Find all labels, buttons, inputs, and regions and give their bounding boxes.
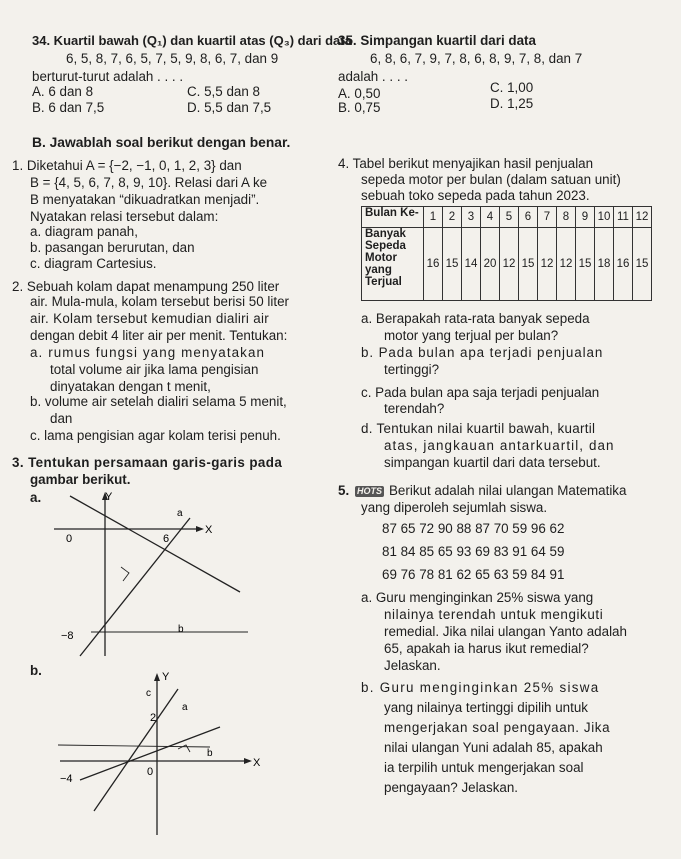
p1-item-a: a. diagram panah, <box>30 224 138 239</box>
p2-item-b-line1: b. volume air setelah dialiri selama 5 menit, <box>30 394 287 409</box>
p2-item-a-line2: total volume air jika lama pengisian <box>50 362 259 377</box>
graph-a-x-arrow-icon <box>196 526 204 532</box>
hots-badge: HOTS <box>357 486 383 496</box>
q35-stem-line2: 6, 8, 6, 7, 9, 7, 8, 6, 8, 9, 7, 8, dan 7 <box>370 51 583 66</box>
graph-a-line-b <box>80 518 190 656</box>
graph-a <box>50 488 255 658</box>
p4-item-d-line1: d. Tentukan nilai kuartil bawah, kuartil <box>361 421 596 436</box>
p5-line1: Berikut adalah nilai ulangan Matematika <box>389 483 627 498</box>
q34-option-a: A. 6 dan 8 <box>32 84 94 99</box>
q34-stem-line2: 6, 5, 8, 7, 6, 5, 7, 5, 9, 8, 6, 7, dan 9 <box>66 51 279 66</box>
p1-item-c: c. diagram Cartesius. <box>30 256 157 271</box>
sales-table-month-cell: 4 <box>481 207 500 228</box>
graph-a-right-angle-mark <box>121 567 129 581</box>
p5-item-b-line2: yang nilainya tertinggi dipilih untuk <box>384 700 588 715</box>
sales-table-month-cell: 11 <box>614 207 633 228</box>
sales-table-month-cell: 2 <box>443 207 462 228</box>
sales-table-value-cell: 12 <box>538 228 557 301</box>
q34-option-c: C. 5,5 dan 8 <box>187 84 260 99</box>
sales-table-value-cell: 16 <box>614 228 633 301</box>
p1-line2: B = {4, 5, 6, 7, 8, 9, 10}. Relasi dari A ke <box>30 175 268 190</box>
sales-table-value-cell: 16 <box>424 228 443 301</box>
sales-table-value-cell: 14 <box>462 228 481 301</box>
p4-line3: sebuah toko sepeda pada tahun 2023. <box>361 188 590 203</box>
p4-item-b-line1: b. Pada bulan apa terjadi penjualan <box>361 345 604 360</box>
sales-table-header-month: Bulan Ke- <box>362 207 424 228</box>
q35-stem-line1: 35. Simpangan kuartil dari data <box>338 33 536 48</box>
p3-line2: gambar berikut. <box>30 472 131 487</box>
p2-item-c-line1: c. lama pengisian agar kolam terisi penuh. <box>30 428 281 443</box>
p1-line3: B menyatakan “dikuadratkan menjadi”. <box>30 192 260 207</box>
sales-table-value-cell: 12 <box>557 228 576 301</box>
sales-table-month-cell: 1 <box>424 207 443 228</box>
graph-b-label-a: a <box>182 702 188 713</box>
sales-table-month-cell: 7 <box>538 207 557 228</box>
sales-table-month-cell: 5 <box>500 207 519 228</box>
graph-a-label-a: a <box>177 508 183 519</box>
q34-stem-line1: 34. Kuartil bawah (Q₁) dan kuartil atas (Q₃) dari data <box>32 33 352 48</box>
graph-b-line-c <box>94 689 178 811</box>
p2-item-a-line1: a. rumus fungsi yang menyatakan <box>30 345 266 360</box>
sales-table-value-cell: 18 <box>595 228 614 301</box>
p5-item-b-line3: mengerjakan soal pengayaan. Jika <box>384 720 611 735</box>
p4-item-c-line1: c. Pada bulan apa saja terjadi penjualan <box>361 385 600 400</box>
p4-item-a-line2: motor yang terjual per bulan? <box>384 328 559 343</box>
graph-a-label-y: Y <box>105 491 113 503</box>
q35-option-b: B. 0,75 <box>338 100 381 115</box>
graph-b <box>50 665 280 837</box>
sales-table-value-cell: 15 <box>519 228 538 301</box>
p5-item-a-line1: a. Guru menginginkan 25% siswa yang <box>361 590 594 605</box>
p5-item-a-line2: nilainya terendah untuk mengikuti <box>384 607 604 622</box>
sales-table-month-cell: 3 <box>462 207 481 228</box>
p5-item-a-line4: 65, apakah ia harus ikut remedial? <box>384 641 589 656</box>
p4-line1: 4. Tabel berikut menyajikan hasil penjualan <box>338 156 594 171</box>
p2-line2: air. Mula-mula, kolam tersebut berisi 50 liter <box>30 294 289 309</box>
sales-table-header-sold: Banyak Sepeda Motor yang Terjual <box>362 228 424 301</box>
q34-option-b: B. 6 dan 7,5 <box>32 100 105 115</box>
sales-table-month-cell: 9 <box>576 207 595 228</box>
p5-hots-badge <box>355 483 384 499</box>
p4-item-d-line2: atas, jangkauan antarkuartil, dan <box>384 438 615 453</box>
p5-data-row1: 87 65 72 90 88 87 70 59 96 62 <box>382 521 565 536</box>
sales-table-value-cell: 12 <box>500 228 519 301</box>
p5-data-row3: 69 76 78 81 62 65 63 59 84 91 <box>382 567 565 582</box>
sales-table-month-row <box>362 207 652 228</box>
graph-a-label-b: b <box>178 624 184 635</box>
p3-label-a: a. <box>30 490 42 505</box>
p1-line1: 1. Diketahui A = {−2, −1, 0, 1, 2, 3} dan <box>12 158 242 173</box>
p5-number: 5. <box>338 483 350 498</box>
p2-line1: 2. Sebuah kolam dapat menampung 250 liter <box>12 279 280 294</box>
p5-item-b-line6: pengayaan? Jelaskan. <box>384 780 519 795</box>
q34-stem-line3: berturut-turut adalah . . . . <box>32 69 184 84</box>
graph-a-label-6: 6 <box>163 533 170 545</box>
sales-table-value-cell: 15 <box>576 228 595 301</box>
p4-line2: sepeda motor per bulan (dalam satuan unit) <box>361 172 621 187</box>
p2-item-a-line3: dinyatakan dengan t menit, <box>50 379 211 394</box>
q35-option-a: A. 0,50 <box>338 86 381 101</box>
section-b-heading: B. Jawablah soal berikut dengan benar. <box>32 135 291 150</box>
graph-b-label-x: X <box>253 757 261 769</box>
sales-table-month-cell: 12 <box>633 207 652 228</box>
sales-table-month-cell: 8 <box>557 207 576 228</box>
graph-b-label-c: c <box>146 688 151 699</box>
graph-b-label-y: Y <box>162 671 170 683</box>
sales-table-month-cell: 10 <box>595 207 614 228</box>
graph-a-line-a <box>70 496 240 592</box>
graph-b-y-arrow-icon <box>154 673 160 681</box>
graph-a-label-x: X <box>205 524 213 536</box>
sales-table-value-cell: 15 <box>633 228 652 301</box>
graph-a-label-origin: 0 <box>66 533 73 545</box>
p5-item-a-line5: Jelaskan. <box>384 658 441 673</box>
p5-item-a-line3: remedial. Jika nilai ulangan Yanto adalah <box>384 624 627 639</box>
p3-line1: 3. Tentukan persamaan garis-garis pada <box>12 455 283 470</box>
graph-b-right-angle-mark <box>178 745 190 752</box>
p2-item-b-line2: dan <box>50 411 73 426</box>
p5-item-b-line4: nilai ulangan Yuni adalah 85, apakah <box>384 740 603 755</box>
graph-b-label-b: b <box>207 748 213 759</box>
p1-line4: Nyatakan relasi tersebut dalam: <box>30 209 219 224</box>
sales-table-value-cell: 20 <box>481 228 500 301</box>
q35-option-c: C. 1,00 <box>490 80 534 95</box>
p5-item-b-line5: ia terpilih untuk mengerjakan soal <box>384 760 584 775</box>
q35-option-d: D. 1,25 <box>490 96 534 111</box>
q34-option-d: D. 5,5 dan 7,5 <box>187 100 272 115</box>
p4-item-a-line1: a. Berapakah rata-rata banyak sepeda <box>361 311 590 326</box>
p5-line2: yang diperoleh sejumlah siswa. <box>361 500 548 515</box>
p2-line4: dengan debit 4 liter air per menit. Tentukan: <box>30 328 288 343</box>
graph-b-label-2: 2 <box>150 712 157 724</box>
sales-table-sold-row <box>362 228 652 301</box>
q35-stem-line3: adalah . . . . <box>338 69 408 84</box>
sales-table-month-cell: 6 <box>519 207 538 228</box>
graph-a-label-minus8: −8 <box>61 630 74 642</box>
p4-item-b-line2: tertinggi? <box>384 362 440 377</box>
p5-item-b-line1: b. Guru menginginkan 25% siswa <box>361 680 600 695</box>
p1-item-b: b. pasangan berurutan, dan <box>30 240 195 255</box>
graph-b-x-arrow-icon <box>244 758 252 764</box>
p3-label-b: b. <box>30 663 42 678</box>
graph-b-label-minus4: −4 <box>60 773 73 785</box>
graph-b-label-origin: 0 <box>147 766 154 778</box>
p2-line3: air. Kolam tersebut kemudian dialiri air <box>30 311 269 326</box>
p4-item-d-line3: simpangan kuartil dari data tersebut. <box>384 455 601 470</box>
sales-table <box>361 206 652 301</box>
p4-item-c-line2: terendah? <box>384 401 445 416</box>
sales-table-value-cell: 15 <box>443 228 462 301</box>
p5-data-row2: 81 84 85 65 93 69 83 91 64 59 <box>382 544 565 559</box>
